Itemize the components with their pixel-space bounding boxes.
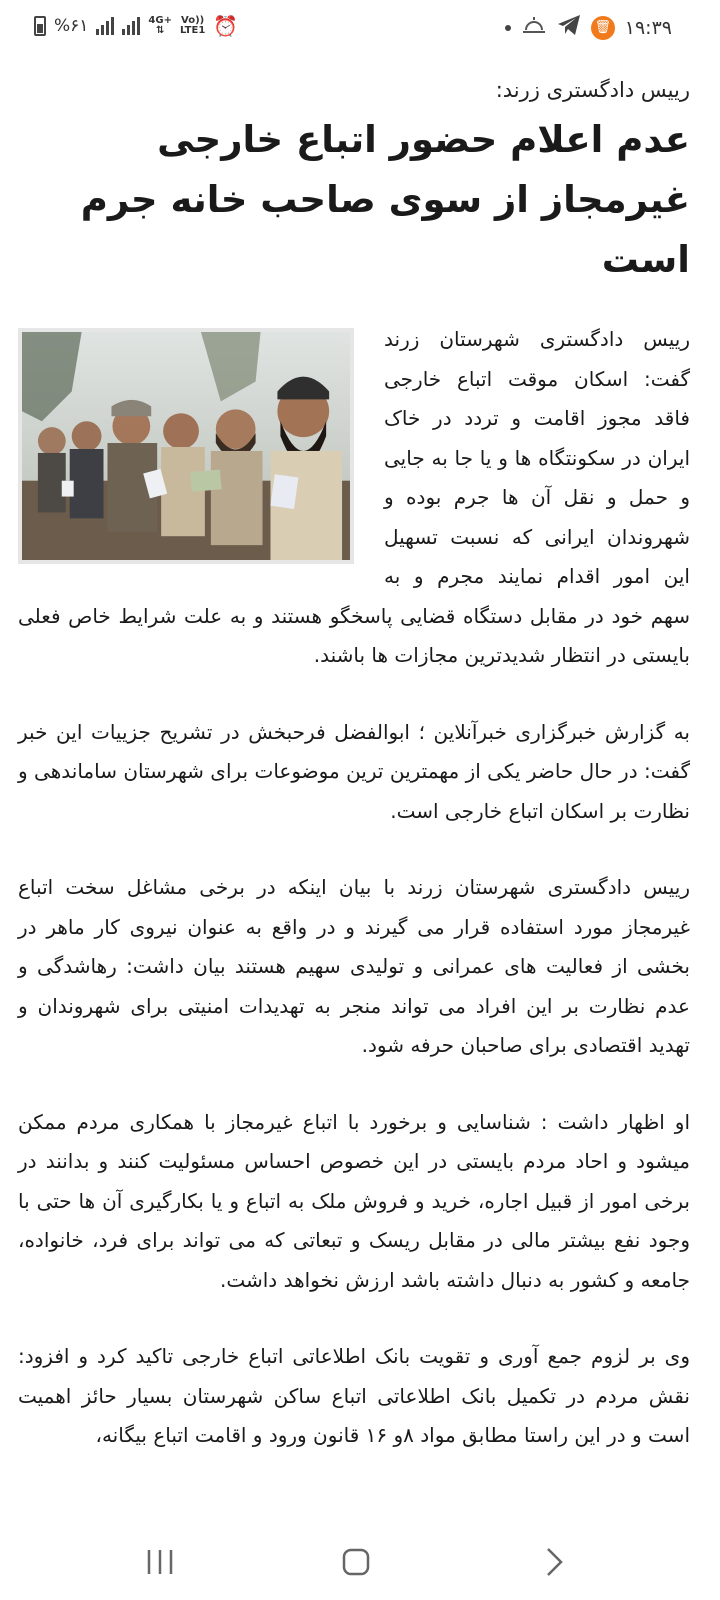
article-paragraph: وی بر لزوم جمع آوری و تقویت بانک اطلاعاتی اتباع خارجی تاکید کرد و افزود: نقش مردم در تکمیل بانک اطلاعاتی اتباع ساکن شهرستان بسیار حائز اهمیت است و در این راستا مطابق مواد ۸و ۱۶ قانون ورود و اقامت اتباع بیگانه،	[18, 1344, 690, 1447]
status-bar	[0, 0, 720, 52]
network-type: 4G+ ⇅	[148, 15, 172, 36]
article-paragraph: رییس دادگستری شهرستان زرند با بیان اینکه در برخی مشاغل سخت اتباع غیرمجاز مورد استفاده قرار می گیرند و در واقع به عنوان نیروی کار ماهر در بخشی از فعالیت های عمرانی و تولیدی سهیم هستند بیان داشت: رهاشدگی و عدم نظارت بر این افراد می تواند منجر به تهدیدات امنیتی برای شهروندان و تهدید اقتصادی برای صاحبان حرفه شود.	[18, 875, 690, 1057]
back-icon[interactable]	[530, 1538, 578, 1586]
weather-icon	[521, 16, 547, 39]
telegram-icon	[557, 14, 581, 41]
clock: ۱۹:۳۹	[624, 16, 672, 39]
article-paragraph: به گزارش خبرگزاری خبرآنلاین ؛ ابوالفضل فرحبخش در تشریح جزییات این خبر گفت: در حال حاضر یکی از مهمترین ترین موضوعات برای شهرستان ساماندهی و نظارت بر اسکان اتباع خارجی است.	[18, 719, 690, 823]
battery-level: %۶۱	[54, 16, 89, 36]
recent-apps-icon[interactable]	[136, 1538, 184, 1586]
notification-dot-icon	[505, 25, 511, 31]
article-photo[interactable]	[18, 328, 354, 564]
alarm-icon: ⏰	[213, 14, 239, 38]
article	[18, 78, 690, 1456]
volte-indicator: Vo)) LTE1	[179, 15, 206, 36]
home-icon[interactable]	[332, 1538, 380, 1586]
signal-icon	[96, 17, 114, 35]
app-notification-icon: 🗑	[591, 16, 615, 40]
article-paragraph: او اظهار داشت : شناسایی و برخورد با اتباع غیرمجاز با همکاری مردم ممکن میشود و احاد مردم بایستی در این خصوص احساس مسئولیت کنند و بدانند در برخی امور از قبیل اجاره، خرید و فروش ملک به اتباع و یا بکارگیری آن ها حتی با وجود نفع بیشتر مالی در مقابل ریسک و تبعاتی که می تواند برای فرد، خانواده، جامعه و کشور به دنبال داشته باشد ارزش نخواهد داشت.	[18, 1109, 690, 1292]
battery-icon	[34, 16, 46, 36]
article-headline: عدم اعلام حضور اتباع خارجی غیرمجاز از سوی صاحب خانه جرم است	[80, 118, 690, 281]
signal-icon-2	[122, 17, 140, 35]
status-right	[505, 14, 672, 41]
article-intro: رییس دادگستری شهرستان زرند گفت: اسکان موقت اتباع خارجی فاقد مجوز اقامت و تردد در خاک ایران در سکونتگاه ها و یا جا به جایی و حمل و نقل آن ها جرم بوده و شهروندان ایرانی که نسبت تسهیل این امور اقدام نمایند مجرم و به سهم خود در مقابل دستگاه قضایی پاسخگو هستند و به علت شرایط خاص فعلی بایستی در انتظار شدیدترین مجازات ها باشند.	[18, 327, 690, 667]
article-kicker: رییس دادگستری زرند:	[495, 78, 690, 102]
navigation-bar	[0, 1526, 720, 1600]
status-left	[34, 14, 238, 38]
